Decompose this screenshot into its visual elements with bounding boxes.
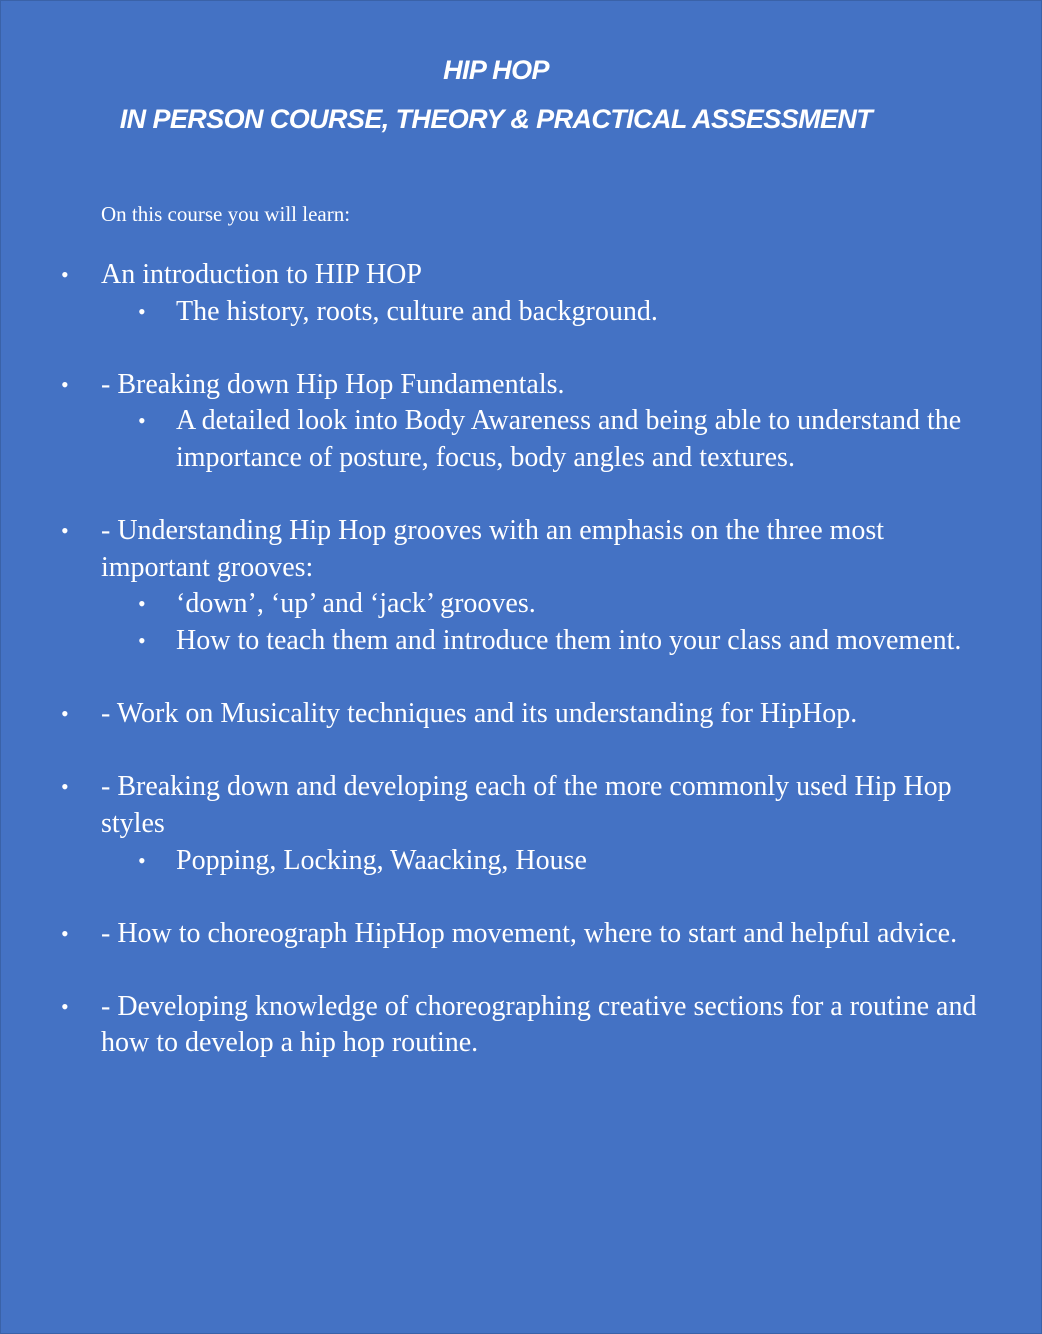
page-subtitle: IN PERSON COURSE, THEORY & PRACTICAL ASSESSMENT [119, 104, 873, 134]
bullet-icon: • [61, 993, 69, 1019]
page-title: HIP HOP [443, 55, 549, 85]
sub-list-item [101, 843, 1001, 880]
list-item-text: - How to choreograph HipHop movement, where to start and helpful advice. [101, 917, 958, 949]
sub-list [101, 294, 1001, 331]
sub-list-item-text: ‘down’, ‘up’ and ‘jack’ grooves. [176, 588, 536, 620]
bullet-icon: • [61, 262, 69, 287]
sub-list-item [101, 294, 1001, 331]
sub-list-item-text: How to teach them and introduce them into your class and movement. [176, 624, 962, 656]
list-item-text: - Breaking down Hip Hop Fundamentals. [101, 368, 565, 400]
list-item-text: - Developing knowledge of choreographing creative sections for a routine and how to develop a hip hop routine. [101, 990, 977, 1059]
bullet-icon: • [61, 518, 69, 544]
sub-list-item [101, 586, 1001, 623]
list-item [1, 257, 1001, 330]
list-item [1, 367, 1001, 477]
sub-list-item-text: A detailed look into Body Awareness and being able to understand the importance of posture, focus, body angles and textures. [176, 405, 962, 473]
list-item-text: An introduction to HIP HOP [101, 259, 422, 290]
list-item [1, 696, 1001, 733]
list-item [1, 769, 1001, 879]
sub-list-item [101, 623, 1001, 660]
sub-list [101, 843, 1001, 880]
bullet-icon: • [61, 774, 69, 800]
list-item-text: - Breaking down and developing each of the more commonly used Hip Hop styles [101, 771, 952, 839]
list-item-text: - Understanding Hip Hop grooves with an emphasis on the three most important grooves: [101, 515, 885, 583]
list-item [1, 916, 1001, 953]
list-item [1, 513, 1001, 659]
sub-list-item-text: Popping, Locking, Waacking, House [176, 844, 587, 876]
bullet-icon: • [138, 591, 146, 617]
bullet-icon: • [138, 298, 146, 324]
bullet-icon: • [61, 920, 69, 946]
bullet-icon: • [61, 371, 69, 397]
learning-list [1, 257, 1001, 1062]
sub-list [101, 403, 1001, 476]
bullet-icon: • [61, 701, 69, 727]
bullet-icon: • [138, 627, 146, 653]
sub-list-item [101, 403, 1001, 476]
sub-list [101, 586, 1001, 659]
list-item [1, 989, 1001, 1062]
list-item-text: - Work on Musicality techniques and its understanding for HipHop. [101, 698, 858, 730]
bullet-icon: • [138, 408, 146, 434]
intro-text: On this course you will learn: [101, 202, 351, 226]
bullet-icon: • [138, 847, 146, 873]
sub-list-item-text: The history, roots, culture and background. [176, 295, 658, 327]
